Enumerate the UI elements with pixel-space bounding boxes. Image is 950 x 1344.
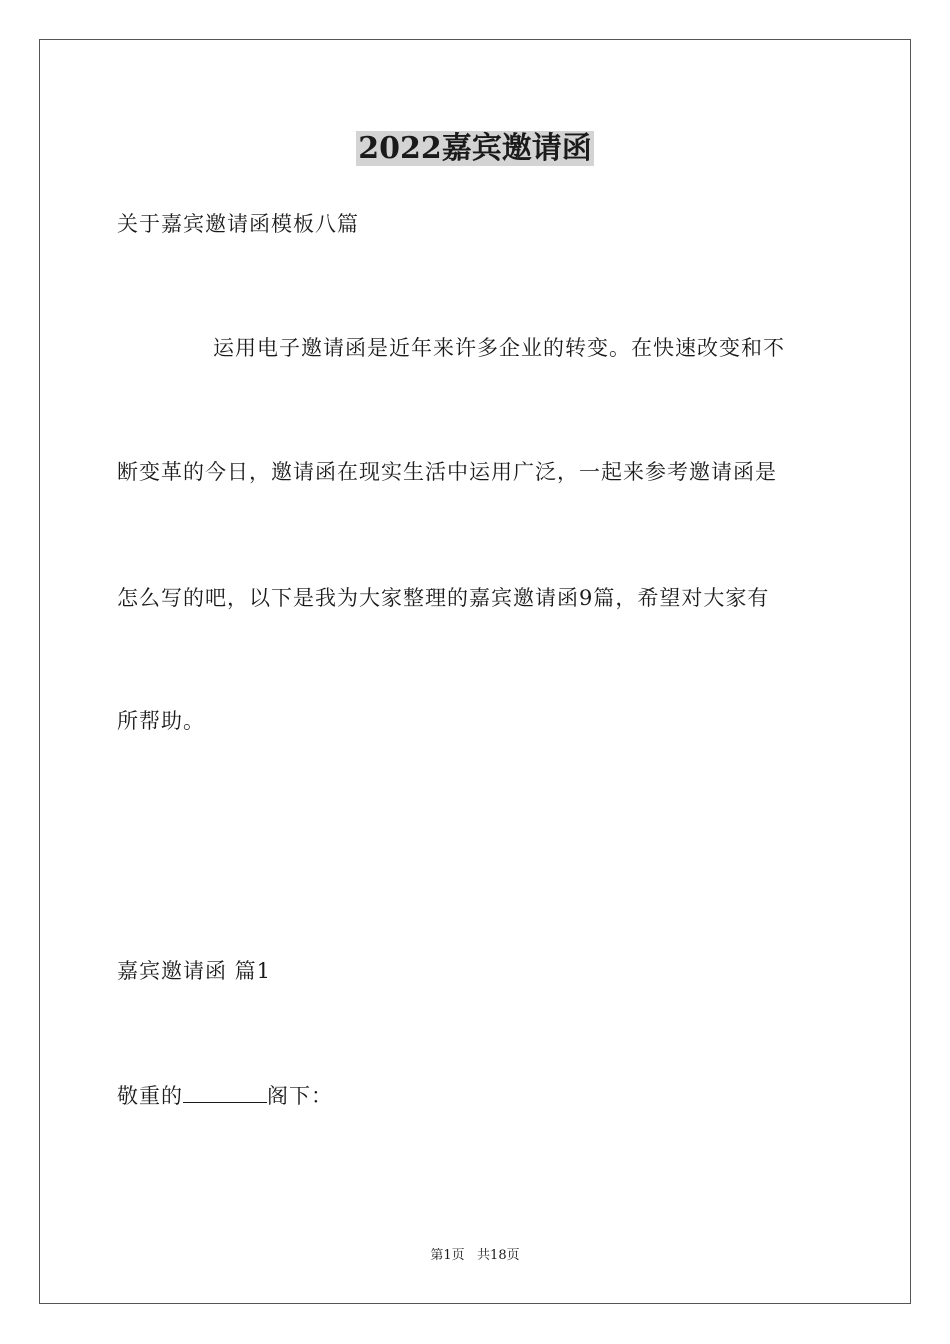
name-blank-line — [183, 1080, 267, 1103]
section-heading: 嘉宾邀请函 篇1 — [117, 959, 272, 983]
page-number-footer: 第1页 共18页 — [430, 1248, 520, 1263]
paragraph-line: 怎么写的吧，以下是我为大家整理的嘉宾邀请函9篇，希望对大家有 — [117, 586, 770, 610]
paragraph-line: 所帮助。 — [117, 709, 205, 733]
document-title — [0, 127, 950, 171]
salutation-suffix: 阁下： — [267, 1084, 333, 1108]
document-title-text: 2022嘉宾邀请函 — [358, 131, 592, 166]
document-subtitle: 关于嘉宾邀请函模板八篇 — [117, 212, 359, 236]
salutation — [117, 1080, 333, 1111]
paragraph-line: 断变革的今日，邀请函在现实生活中运用广泛，一起来参考邀请函是 — [117, 460, 777, 484]
salutation-prefix: 敬重的 — [117, 1084, 183, 1108]
paragraph-line: 运用电子邀请函是近年来许多企业的转变。在快速改变和不 — [213, 336, 785, 360]
